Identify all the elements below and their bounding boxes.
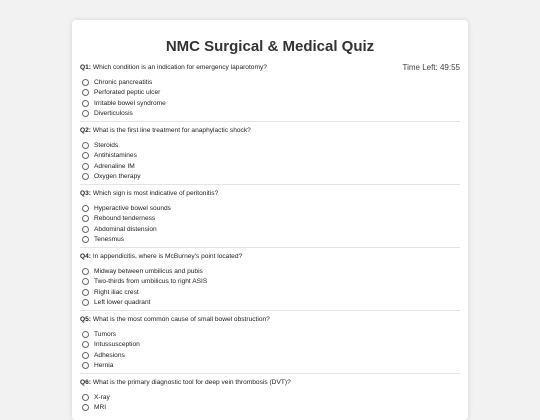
radio-button[interactable]	[82, 236, 89, 243]
option-row[interactable]	[80, 361, 460, 372]
radio-button[interactable]	[82, 278, 89, 285]
option-label[interactable]: Adrenaline IM	[94, 162, 135, 170]
option-row[interactable]	[80, 298, 460, 309]
option-row[interactable]	[80, 224, 460, 235]
option-label[interactable]: Hyperactive bowel sounds	[94, 204, 171, 212]
option-label[interactable]: Rebound tenderness	[94, 215, 156, 223]
option-label[interactable]: Two-thirds from umbilicus to right ASIS	[94, 278, 208, 286]
question-list	[80, 62, 460, 420]
option-label[interactable]: Diverticulosis	[94, 110, 133, 118]
option-row[interactable]	[80, 266, 460, 277]
option-row[interactable]	[80, 235, 460, 246]
quiz-title: NMC Surgical & Medical Quiz	[165, 38, 375, 55]
question-prompt: Which condition is an indication for emergency laparotomy?	[92, 64, 267, 71]
option-label[interactable]: Chronic pancreatitis	[94, 78, 153, 86]
radio-button[interactable]	[82, 100, 89, 107]
question-prompt: What is the most common cause of small bowel obstruction?	[92, 316, 270, 323]
radio-button[interactable]	[82, 331, 89, 338]
question-text	[80, 188, 460, 198]
radio-button[interactable]	[82, 362, 89, 369]
option-row[interactable]	[80, 140, 460, 151]
radio-button[interactable]	[82, 268, 89, 275]
radio-button[interactable]	[82, 215, 89, 222]
radio-button[interactable]	[82, 289, 89, 296]
question-2	[80, 125, 460, 188]
question-text	[80, 314, 460, 324]
option-label[interactable]: Adhesions	[94, 351, 125, 359]
radio-button[interactable]	[82, 205, 89, 212]
option-row[interactable]	[80, 340, 460, 351]
radio-button[interactable]	[82, 152, 89, 159]
question-number: Q4:	[80, 253, 91, 260]
radio-button[interactable]	[82, 352, 89, 359]
question-text	[80, 251, 460, 261]
option-label[interactable]: Intussusception	[94, 341, 140, 349]
option-row[interactable]	[80, 329, 460, 340]
radio-button[interactable]	[82, 163, 89, 170]
option-row[interactable]	[80, 109, 460, 120]
option-row[interactable]	[80, 350, 460, 361]
option-label[interactable]: Antihistamines	[94, 152, 137, 160]
radio-button[interactable]	[82, 226, 89, 233]
radio-button[interactable]	[82, 173, 89, 180]
option-row[interactable]	[80, 151, 460, 162]
option-row[interactable]	[80, 287, 460, 298]
option-label[interactable]: Tumors	[94, 330, 117, 338]
radio-button[interactable]	[82, 110, 89, 117]
option-label[interactable]: Irritable bowel syndrome	[94, 99, 166, 107]
option-label[interactable]: Midway between umbilicus and pubis	[94, 267, 203, 275]
question-3	[80, 188, 460, 251]
option-row[interactable]	[80, 88, 460, 99]
question-text	[80, 62, 460, 72]
question-number: Q6:	[80, 379, 91, 386]
option-label[interactable]: MRI	[94, 404, 107, 412]
radio-button[interactable]	[82, 89, 89, 96]
question-prompt: In appendicitis, where is McBurney's point located?	[92, 253, 243, 260]
option-row[interactable]	[80, 161, 460, 172]
option-row[interactable]	[80, 172, 460, 183]
option-label[interactable]: Left lower quadrant	[94, 299, 151, 307]
time-left: Time Left: 49:55	[402, 63, 460, 72]
option-label[interactable]: X-ray	[94, 393, 110, 401]
question-number: Q3:	[80, 190, 91, 197]
option-row[interactable]	[80, 203, 460, 214]
radio-button[interactable]	[82, 404, 89, 411]
option-label[interactable]: Abdominal distension	[94, 225, 157, 233]
question-4	[80, 251, 460, 314]
question-prompt: Which sign is most indicative of peritonitis?	[92, 190, 219, 197]
option-label[interactable]: Tenesmus	[94, 236, 125, 244]
option-row[interactable]	[80, 277, 460, 288]
option-label[interactable]: Perforated peptic ulcer	[94, 89, 161, 97]
option-row[interactable]	[80, 214, 460, 225]
radio-button[interactable]	[82, 142, 89, 149]
radio-button[interactable]	[82, 79, 89, 86]
question-number: Q1:	[80, 64, 91, 71]
question-1	[80, 62, 460, 125]
question-number: Q2:	[80, 127, 91, 134]
option-label[interactable]: Hernia	[94, 362, 114, 370]
radio-button[interactable]	[82, 299, 89, 306]
question-text	[80, 377, 460, 387]
option-label[interactable]: Steroids	[94, 141, 119, 149]
option-row[interactable]	[80, 98, 460, 109]
question-prompt: What is the first line treatment for anaphylactic shock?	[92, 127, 251, 134]
question-prompt: What is the primary diagnostic tool for deep vein thrombosis (DVT)?	[92, 379, 291, 386]
question-text	[80, 125, 460, 135]
option-row[interactable]	[80, 77, 460, 88]
question-5	[80, 314, 460, 377]
radio-button[interactable]	[82, 394, 89, 401]
option-label[interactable]: Oxygen therapy	[94, 173, 141, 181]
radio-button[interactable]	[82, 341, 89, 348]
option-label[interactable]: Right iliac crest	[94, 288, 139, 296]
quiz-card	[72, 20, 468, 420]
option-row[interactable]	[80, 403, 460, 414]
question-number: Q5:	[80, 316, 91, 323]
question-6	[80, 377, 460, 420]
option-row[interactable]	[80, 392, 460, 403]
